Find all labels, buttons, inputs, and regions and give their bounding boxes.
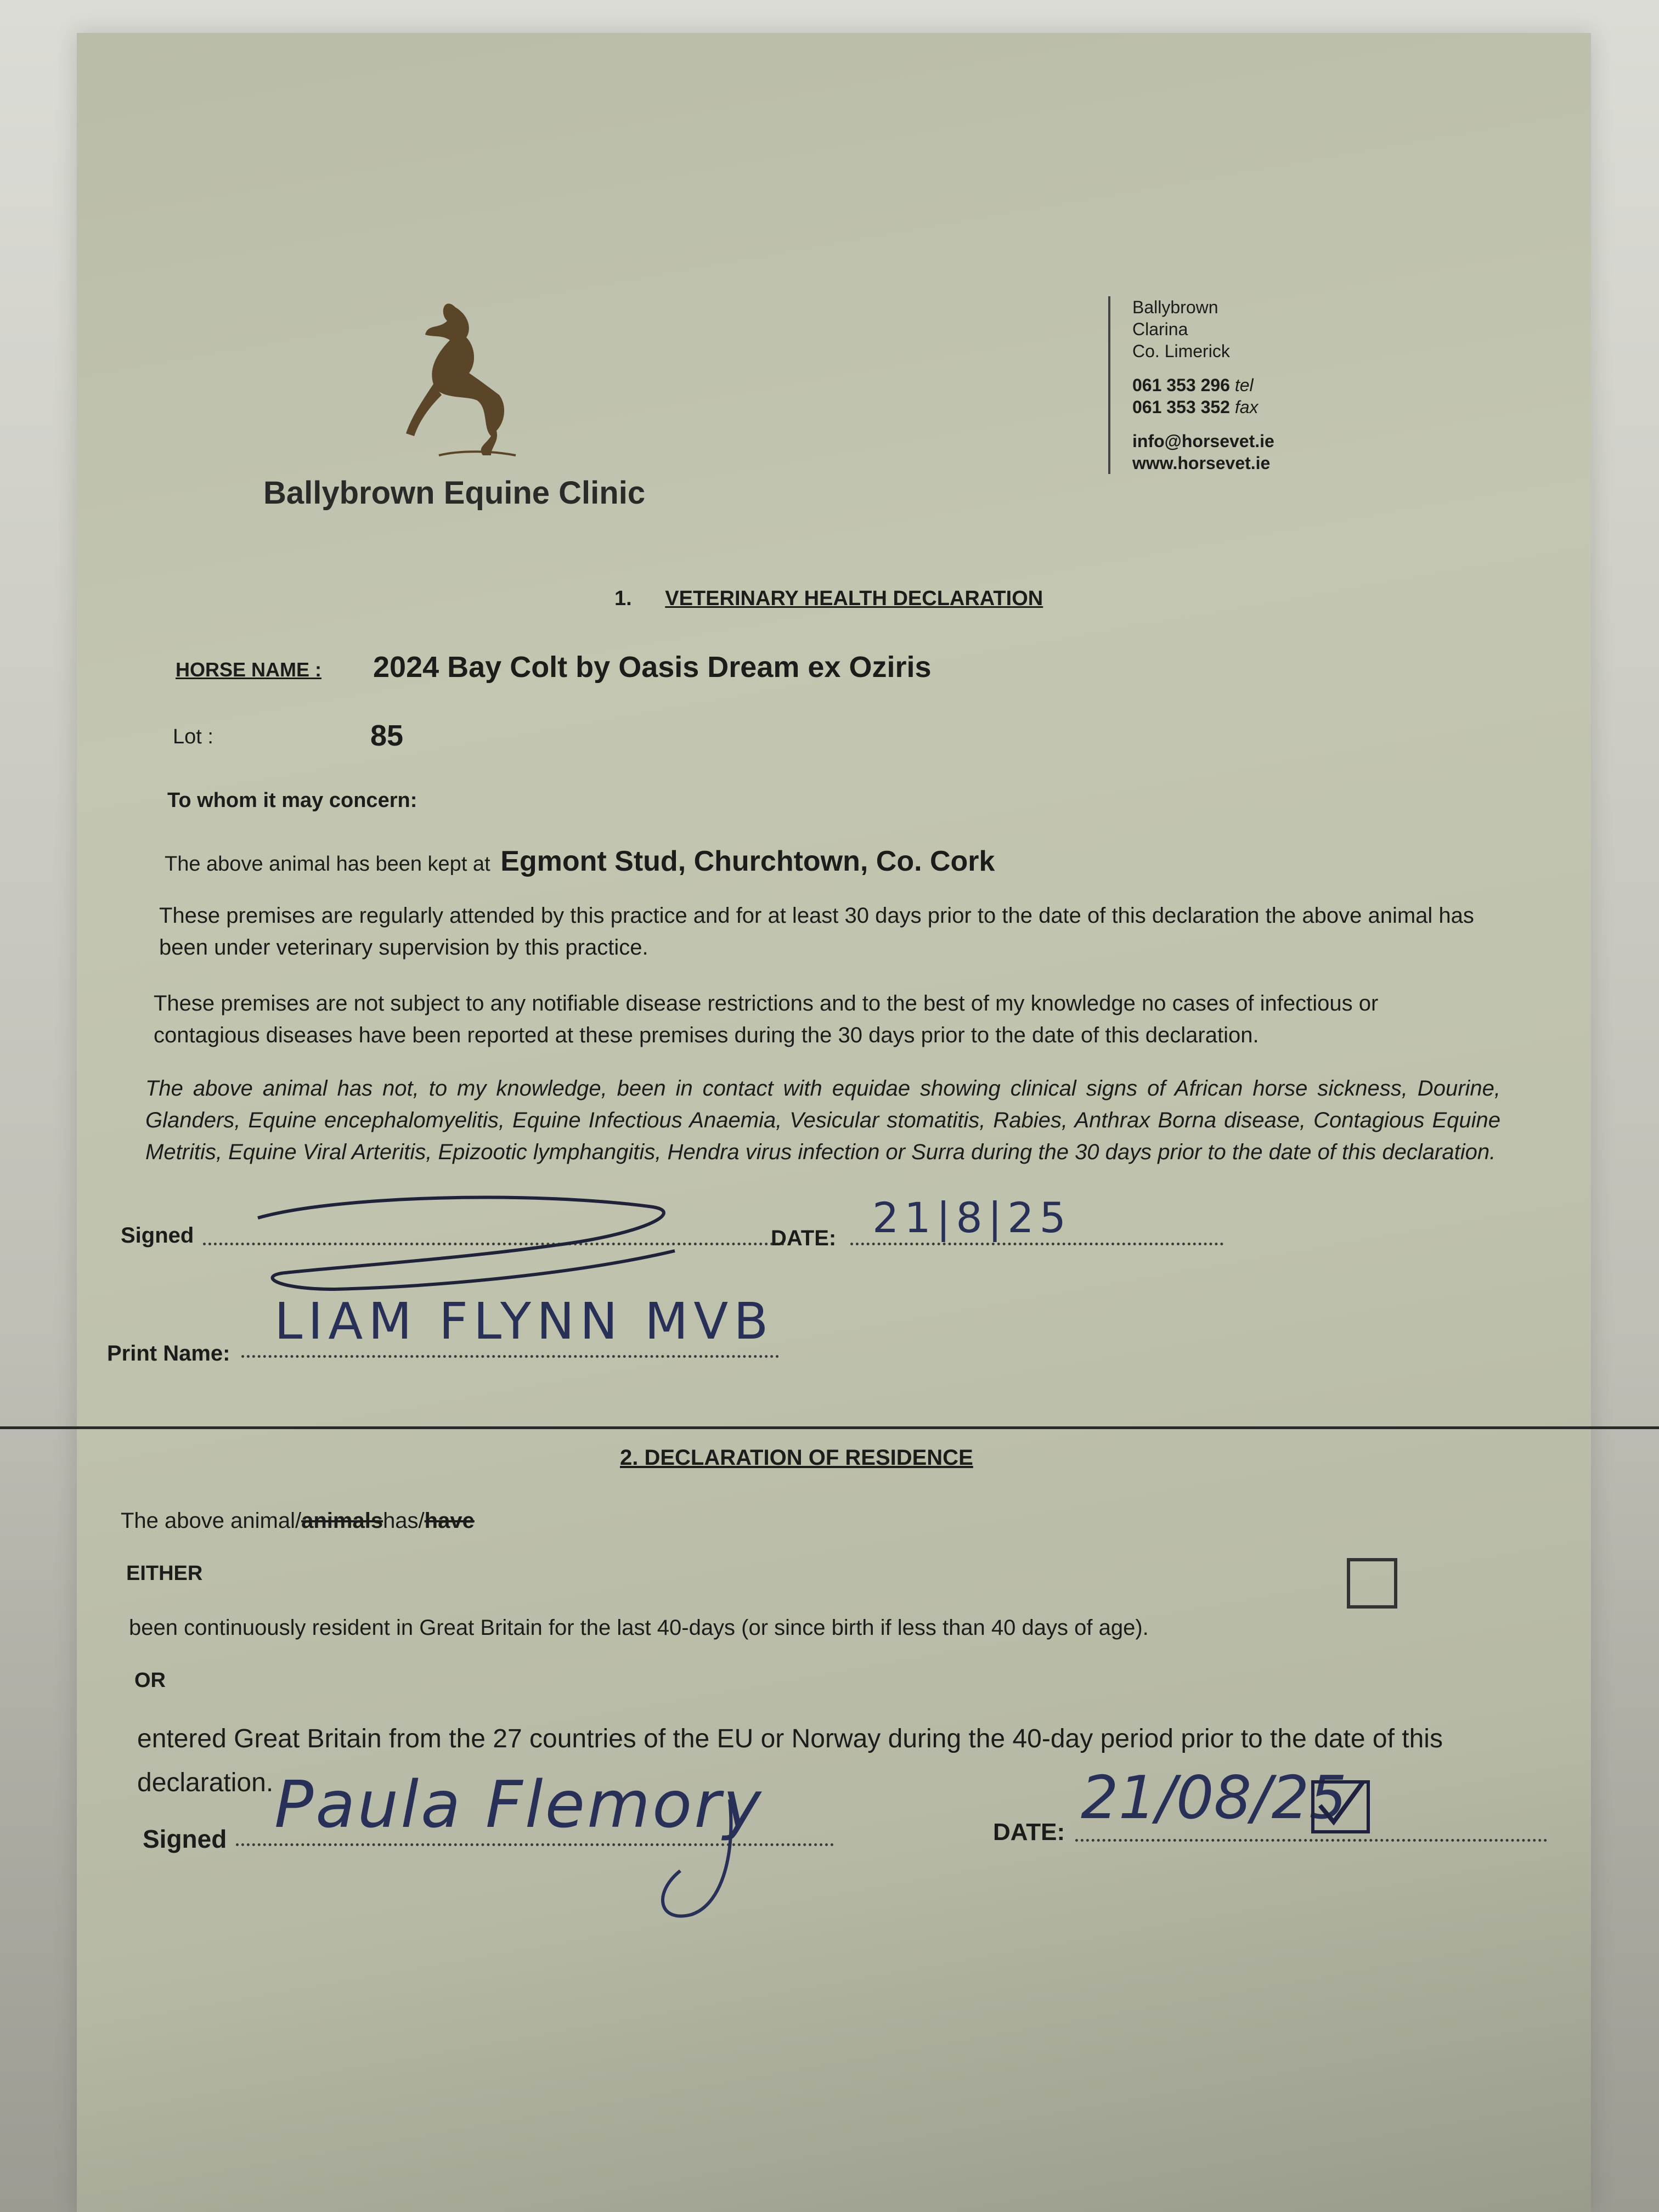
animal-struck-plural: animals [301,1509,383,1533]
supervision-paragraph: These premises are regularly attended by this practice and for at least 30 days prior to the date of this declaration the above animal has been under veterinary supervision by this practice. [159,904,1474,960]
kept-at-line [165,845,995,878]
section1-number: 1. [614,587,632,610]
animal-mid: has/ [383,1509,425,1533]
telephone-line [1132,374,1274,396]
clinic-name: Ballybrown Equine Clinic [263,475,646,511]
vet-date-value: 21|8|25 [872,1193,1071,1242]
vet-signed-label: Signed [121,1223,194,1248]
disease-restrictions-paragraph: These premises are not subject to any notifiable disease restrictions and to the best of my knowledge no cases of infectious or contagious diseases have been reported at these premises during the 30 days prior to the date of this declaration. [154,991,1379,1047]
address-line: Co. Limerick [1132,341,1230,361]
contact-declaration-paragraph: The above animal has not, to my knowledge, been in contact with equidae showing clinical signs of African horse sickness, Dourine, Glanders, Equine encephalomyelitis, Equine Infectious Anaemia, Vesicular stomatitis, Rabies, Anthrax Borna disease, Contagious Equine Metritis, Equine Viral Arteritis, Epizootic lymphangitis, Hendra virus infection or Surra during the 30 days prior to the date of this declaration. [145,1076,1500,1164]
declaration-document [77,33,1591,2212]
kept-at-text: The above animal has been kept at [165,853,490,876]
salutation: To whom it may concern: [167,789,417,812]
animal-struck-have: have [424,1509,475,1533]
print-name-line [241,1355,779,1358]
vet-date-label: DATE: [771,1226,837,1250]
section-divider [0,1426,1659,1429]
or-label: OR [134,1669,166,1692]
residence-date-label: DATE: [993,1819,1065,1846]
either-label: EITHER [126,1562,203,1585]
fax-label: fax [1234,397,1259,417]
lot-label: Lot : [173,725,213,748]
animal-statement [121,1509,475,1533]
kept-at-place: Egmont Stud, Churchtown, Co. Cork [500,845,995,877]
fax-number: 061 353 352 [1132,397,1230,417]
residence-signature: Paula Flemory [274,1767,764,1842]
resident-option-text: been continuously resident in Great Britain for the last 40-days (or since birth if less than 40 days of age). [129,1616,1149,1640]
resident-checkbox[interactable] [1347,1558,1397,1609]
email: info@horsevet.ie [1132,431,1274,451]
website: www.horsevet.ie [1132,453,1271,473]
lot-value: 85 [370,719,404,752]
clinic-contact-block [1108,296,1274,474]
address-line: Clarina [1132,319,1188,339]
print-name-value: LIAM FLYNN MVB [274,1292,774,1351]
address-line: Ballybrown [1132,297,1218,317]
entered-checkbox[interactable] [1311,1780,1370,1833]
residence-date-value: 21/08/25 [1081,1764,1347,1832]
vet-date-line [850,1243,1223,1245]
horse-name-label: HORSE NAME : [176,658,322,681]
telephone-number: 061 353 296 [1132,375,1230,395]
section2-title: 2. DECLARATION OF RESIDENCE [620,1446,973,1470]
animal-prefix: The above animal/ [121,1509,302,1533]
horse-logo-icon [373,291,538,477]
horse-name-value: 2024 Bay Colt by Oasis Dream ex Oziris [373,651,932,684]
vet-signature [225,1185,719,1295]
section1-heading [614,587,1043,611]
checkmark-icon [1314,1784,1367,1830]
entered-option-text: entered Great Britain from the 27 countries of the EU or Norway during the 40-day period prior to the date of this declaration. [137,1724,1443,1797]
section1-title: VETERINARY HEALTH DECLARATION [665,587,1043,610]
print-name-label: Print Name: [107,1341,230,1365]
residence-date-line [1075,1839,1547,1842]
signature-flourish [274,1761,878,1926]
telephone-label: tel [1234,375,1254,395]
fax-line [1132,396,1274,418]
residence-signed-label: Signed [143,1825,227,1853]
